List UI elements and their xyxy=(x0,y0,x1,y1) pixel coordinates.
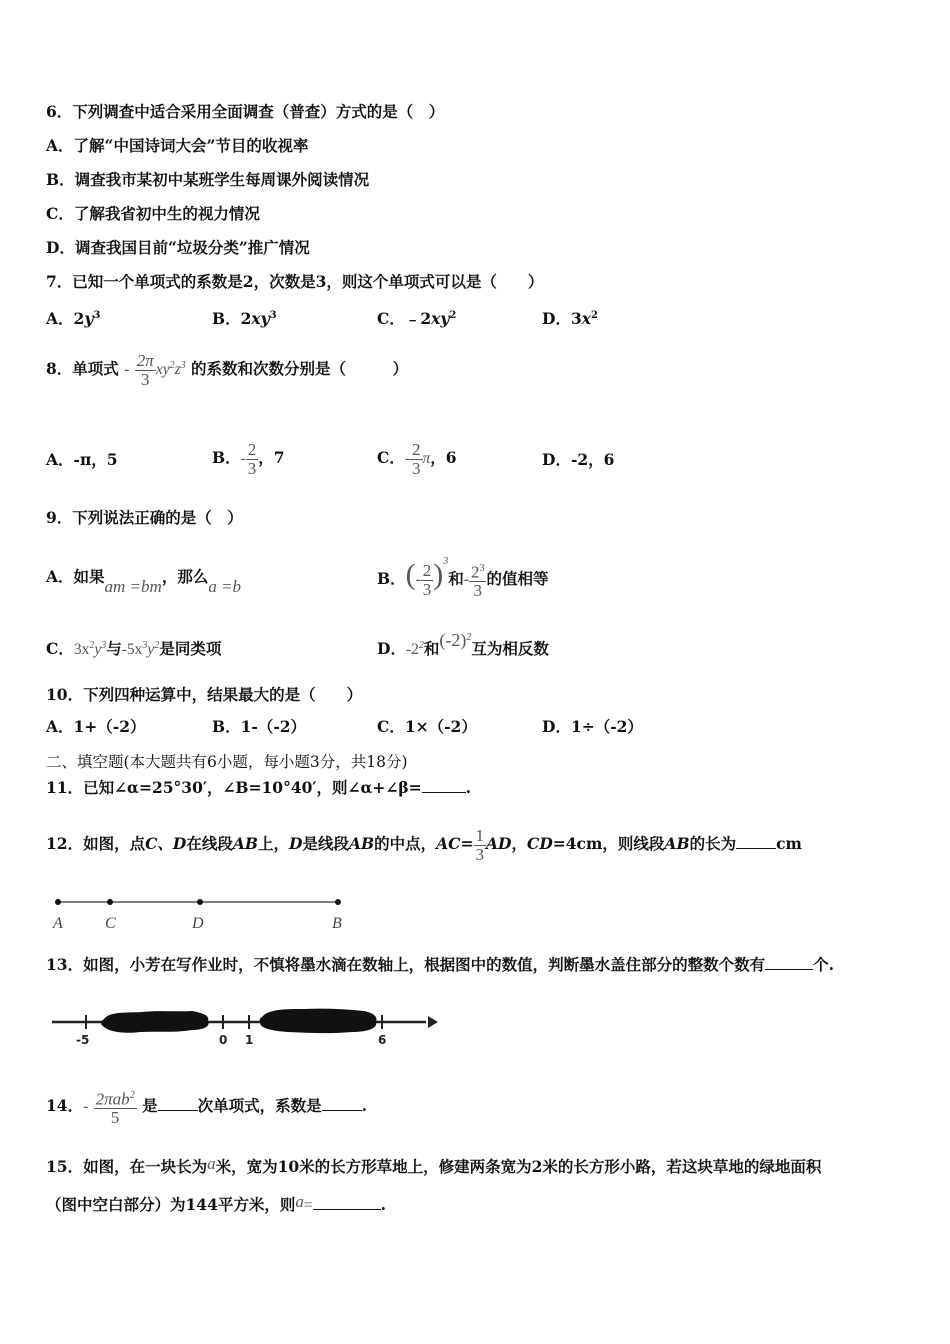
q6-option-d: D．调查我国目前“垃圾分类”推广情况 xyxy=(46,238,310,257)
q9-option-b: B．(- $\frac{2}{3}$ )$^3$和- $\frac{2^3}{3}$ 的值相等 xyxy=(377,555,549,601)
ink-blot-left xyxy=(101,1011,209,1033)
section-heading: 二、填空题(本大题共有6小题，每小题3分，共18分) xyxy=(46,753,408,771)
tick-label-0: 0 xyxy=(219,1033,228,1047)
q6-option-b: B．调查我市某初中某班学生每周课外阅读情况 xyxy=(46,170,370,189)
tick-label-minus5: -5 xyxy=(76,1033,90,1047)
q10-stem: 10．下列四种运算中，结果最大的是（ ） xyxy=(46,685,363,704)
ink-blot-right xyxy=(260,1009,377,1034)
q14: 14．- $\frac{2\pi ab^2}{5}$ 是 次单项式，系数是 . xyxy=(46,1089,368,1128)
label-c: C xyxy=(105,915,116,932)
q15-line1: 15．如图，在一块长为a米，宽为10米的长方形草地上，修建两条宽为2米的长方形小路，若这块草地的绿地面积 xyxy=(46,1154,822,1176)
q7-option-d: D．$3x^2$ xyxy=(542,309,598,329)
point-a xyxy=(55,899,61,905)
segment-figure xyxy=(46,890,356,934)
q7-stem: 7．已知一个单项式的系数是2，次数是3，则这个单项式可以是（ ） xyxy=(46,272,544,291)
point-c xyxy=(107,899,113,905)
q7-option-b: B．$2xy^3$ xyxy=(212,309,277,329)
q6-option-a: A．了解“中国诗词大会”节目的收视率 xyxy=(46,136,309,155)
point-b xyxy=(335,899,341,905)
number-line-figure xyxy=(46,1003,441,1049)
q9-option-d: D．$-2^2$和$(-2)^2$互为相反数 xyxy=(377,630,549,659)
q8-stem: 8．单项式 - $\frac{2\pi}{3}$ $xy^2z^3$ 的系数和次数分别是（ ） xyxy=(46,350,409,389)
tick-label-6: 6 xyxy=(378,1033,387,1047)
q9-stem: 9．下列说法正确的是（ ） xyxy=(46,508,243,527)
q7-option-c: C．$﹣2xy^2$ xyxy=(377,309,457,329)
q7-option-a: A．$2y^3$ xyxy=(46,309,101,329)
q10-option-c: C．1×（-2） xyxy=(377,717,477,736)
label-a: A xyxy=(53,915,63,932)
q6-option-c: C．了解我省初中生的视力情况 xyxy=(46,204,260,223)
q15-line2: （图中空白部分）为144平方米，则a= . xyxy=(46,1192,387,1214)
q10-option-d: D．1÷（-2） xyxy=(542,717,643,736)
q9-option-a: A．如果am =bm，那么a =b xyxy=(46,567,242,596)
axis-arrow-icon xyxy=(428,1016,438,1028)
label-b: B xyxy=(332,915,342,932)
q8-option-c: C．- $\frac{2}{3}$ π，6 xyxy=(377,439,457,478)
tick-label-1: 1 xyxy=(245,1033,254,1047)
q8-option-b: B．- $\frac{2}{3}$ ，7 xyxy=(212,439,285,478)
q13: 13．如图，小芳在写作业时，不慎将墨水滴在数轴上，根据图中的数值，判断墨水盖住部分的整数个数有 个. xyxy=(46,955,834,974)
q9-option-c: C．$3x^2y^3$与$-5x^3y^2$是同类项 xyxy=(46,639,222,659)
label-d: D xyxy=(192,915,204,932)
point-d xyxy=(197,899,203,905)
q11: 11．已知∠α=25°30′，∠B=10°40′，则∠α+∠β= . xyxy=(46,778,472,797)
q8-option-d: D．-2，6 xyxy=(542,450,615,469)
q8-option-a: A．-π，5 xyxy=(46,450,118,469)
q6-stem: 6．下列调查中适合采用全面调查（普查）方式的是（ ） xyxy=(46,102,445,121)
q10-option-a: A．1+（-2） xyxy=(46,717,146,736)
q12: 12．如图，点C、D在线段AB上，D是线段AB的中点，AC= $\frac{1}{3}$ AD，CD=4cm，则线段AB的长为 cm xyxy=(46,825,802,864)
q10-option-b: B．1-（-2） xyxy=(212,717,307,736)
